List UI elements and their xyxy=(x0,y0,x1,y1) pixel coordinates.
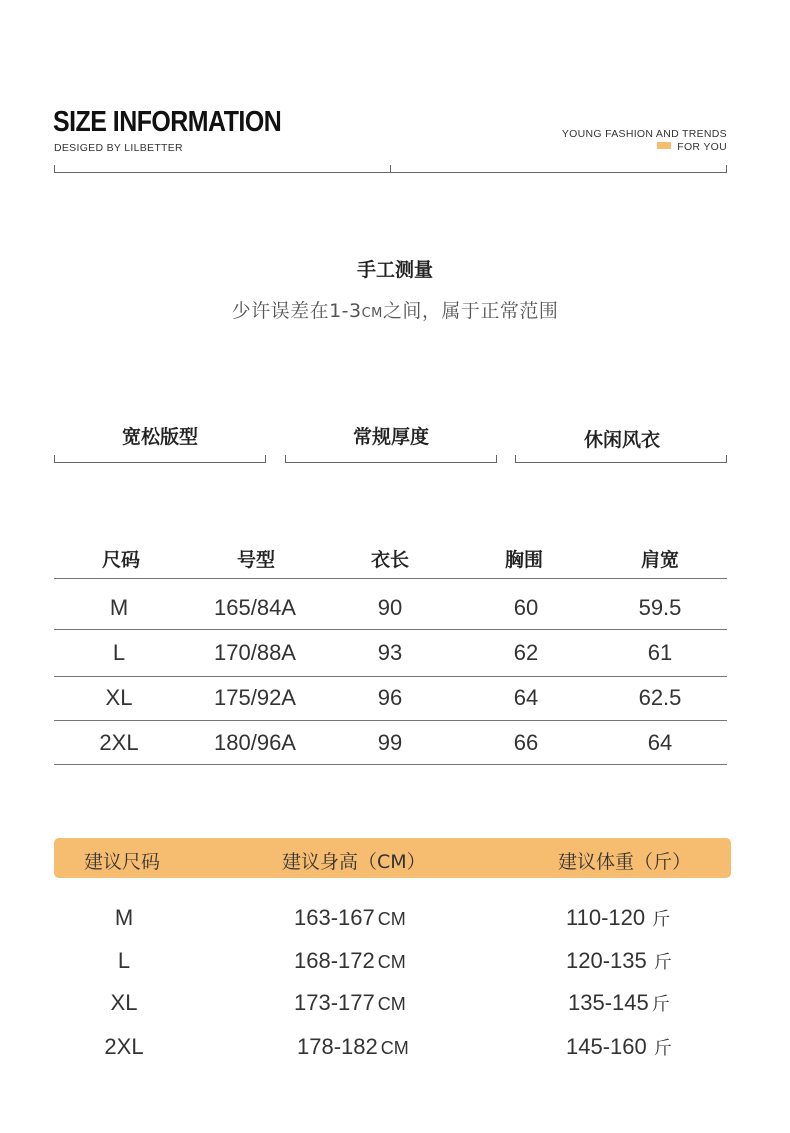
style-tick-2a xyxy=(285,455,286,463)
rec-weight xyxy=(566,1034,672,1060)
cell-chest: 62 xyxy=(513,640,539,665)
rec-weight-value: 135-145 xyxy=(568,990,649,1015)
table-rule xyxy=(54,676,727,677)
measure-note-suffix: 之间，属于正常范围 xyxy=(382,300,559,322)
cell-body-type: 170/88A xyxy=(214,640,296,665)
tagline-primary: YOUNG FASHION AND TRENDS xyxy=(561,128,727,140)
cell-length: 96 xyxy=(377,685,403,710)
style-tick-1a xyxy=(54,455,55,463)
cell-shoulder: 61 xyxy=(647,640,673,665)
rec-weight xyxy=(568,990,670,1016)
style-tick-1b xyxy=(265,455,266,463)
rec-size: L xyxy=(117,948,131,973)
cell-shoulder: 64 xyxy=(647,730,673,755)
style-tick-2b xyxy=(496,455,497,463)
cell-length: 93 xyxy=(377,640,403,665)
style-tag-thickness: 常规厚度 xyxy=(352,426,429,448)
rec-size: XL xyxy=(110,990,138,1015)
cell-length: 99 xyxy=(377,730,403,755)
page-title: SIZE INFORMATION xyxy=(53,106,282,138)
rec-height-value: 168-172 xyxy=(294,948,375,973)
style-tick-3b xyxy=(726,455,727,463)
measure-note-unit: CM xyxy=(361,306,383,321)
header-tick-right xyxy=(726,165,727,173)
style-tag-category: 休闲风衣 xyxy=(583,429,660,451)
recommend-header-banner xyxy=(54,838,731,878)
col-body-type: 号型 xyxy=(236,549,275,571)
header-tick-left xyxy=(54,165,55,173)
col-chest: 胸围 xyxy=(504,549,543,571)
col-size: 尺码 xyxy=(101,549,140,571)
rec-height-unit: CM xyxy=(377,994,406,1014)
rec-height xyxy=(294,905,406,931)
rec-height xyxy=(297,1034,409,1060)
cell-body-type: 180/96A xyxy=(214,730,296,755)
col-length: 衣长 xyxy=(370,549,409,571)
tagline-secondary xyxy=(657,141,727,153)
accent-swatch xyxy=(657,142,671,149)
rec-weight-value: 145-160 xyxy=(566,1034,647,1059)
cell-size: M xyxy=(109,595,129,620)
rec-height-value: 173-177 xyxy=(294,990,375,1015)
cell-size: 2XL xyxy=(99,730,139,755)
rec-height-value: 178-182 xyxy=(297,1034,378,1059)
rec-height xyxy=(294,948,406,974)
measure-note-prefix: 少许误差在1-3 xyxy=(231,300,362,322)
table-rule xyxy=(54,764,727,765)
style-underline-3 xyxy=(515,462,727,463)
rec-col-weight: 建议体重（斤） xyxy=(558,851,692,873)
rec-weight-unit: 斤 xyxy=(653,1038,672,1059)
rec-height-unit: CM xyxy=(377,909,406,929)
cell-body-type: 175/92A xyxy=(214,685,296,710)
cell-shoulder: 62.5 xyxy=(638,685,682,710)
cell-chest: 66 xyxy=(513,730,539,755)
rec-col-height: 建议身高（CM） xyxy=(282,851,426,873)
style-underline-2 xyxy=(285,462,497,463)
rec-weight-unit: 斤 xyxy=(652,909,671,930)
rec-weight-value: 110-120 xyxy=(566,905,646,930)
style-tick-3a xyxy=(515,455,516,463)
rec-height-unit: CM xyxy=(380,1038,409,1058)
rec-weight xyxy=(566,905,670,931)
table-rule xyxy=(54,720,727,721)
cell-size: XL xyxy=(105,685,133,710)
style-tag-fit: 宽松版型 xyxy=(121,426,198,448)
rec-height xyxy=(294,990,406,1016)
table-rule xyxy=(54,629,727,630)
designer-credit: DESIGED BY LILBETTER xyxy=(54,142,183,154)
cell-chest: 60 xyxy=(513,595,539,620)
cell-length: 90 xyxy=(377,595,403,620)
measure-note xyxy=(0,296,790,323)
style-underline-1 xyxy=(54,462,266,463)
col-shoulder: 肩宽 xyxy=(640,549,679,571)
rec-weight-unit: 斤 xyxy=(653,952,672,973)
rec-col-size: 建议尺码 xyxy=(84,851,161,873)
cell-size: L xyxy=(112,640,126,665)
rec-weight-unit: 斤 xyxy=(651,994,670,1015)
cell-chest: 64 xyxy=(513,685,539,710)
header-tick-mid xyxy=(390,165,391,173)
rec-size: 2XL xyxy=(104,1034,144,1059)
rec-size: M xyxy=(114,905,134,930)
cell-body-type: 165/84A xyxy=(214,595,296,620)
measure-title: 手工测量 xyxy=(356,259,433,281)
rec-weight xyxy=(566,948,672,974)
cell-shoulder: 59.5 xyxy=(638,595,682,620)
rec-height-unit: CM xyxy=(377,952,406,972)
rec-height-value: 163-167 xyxy=(294,905,375,930)
rec-weight-value: 120-135 xyxy=(566,948,647,973)
table-rule xyxy=(54,578,727,579)
tagline-secondary-text: FOR YOU xyxy=(677,141,727,153)
